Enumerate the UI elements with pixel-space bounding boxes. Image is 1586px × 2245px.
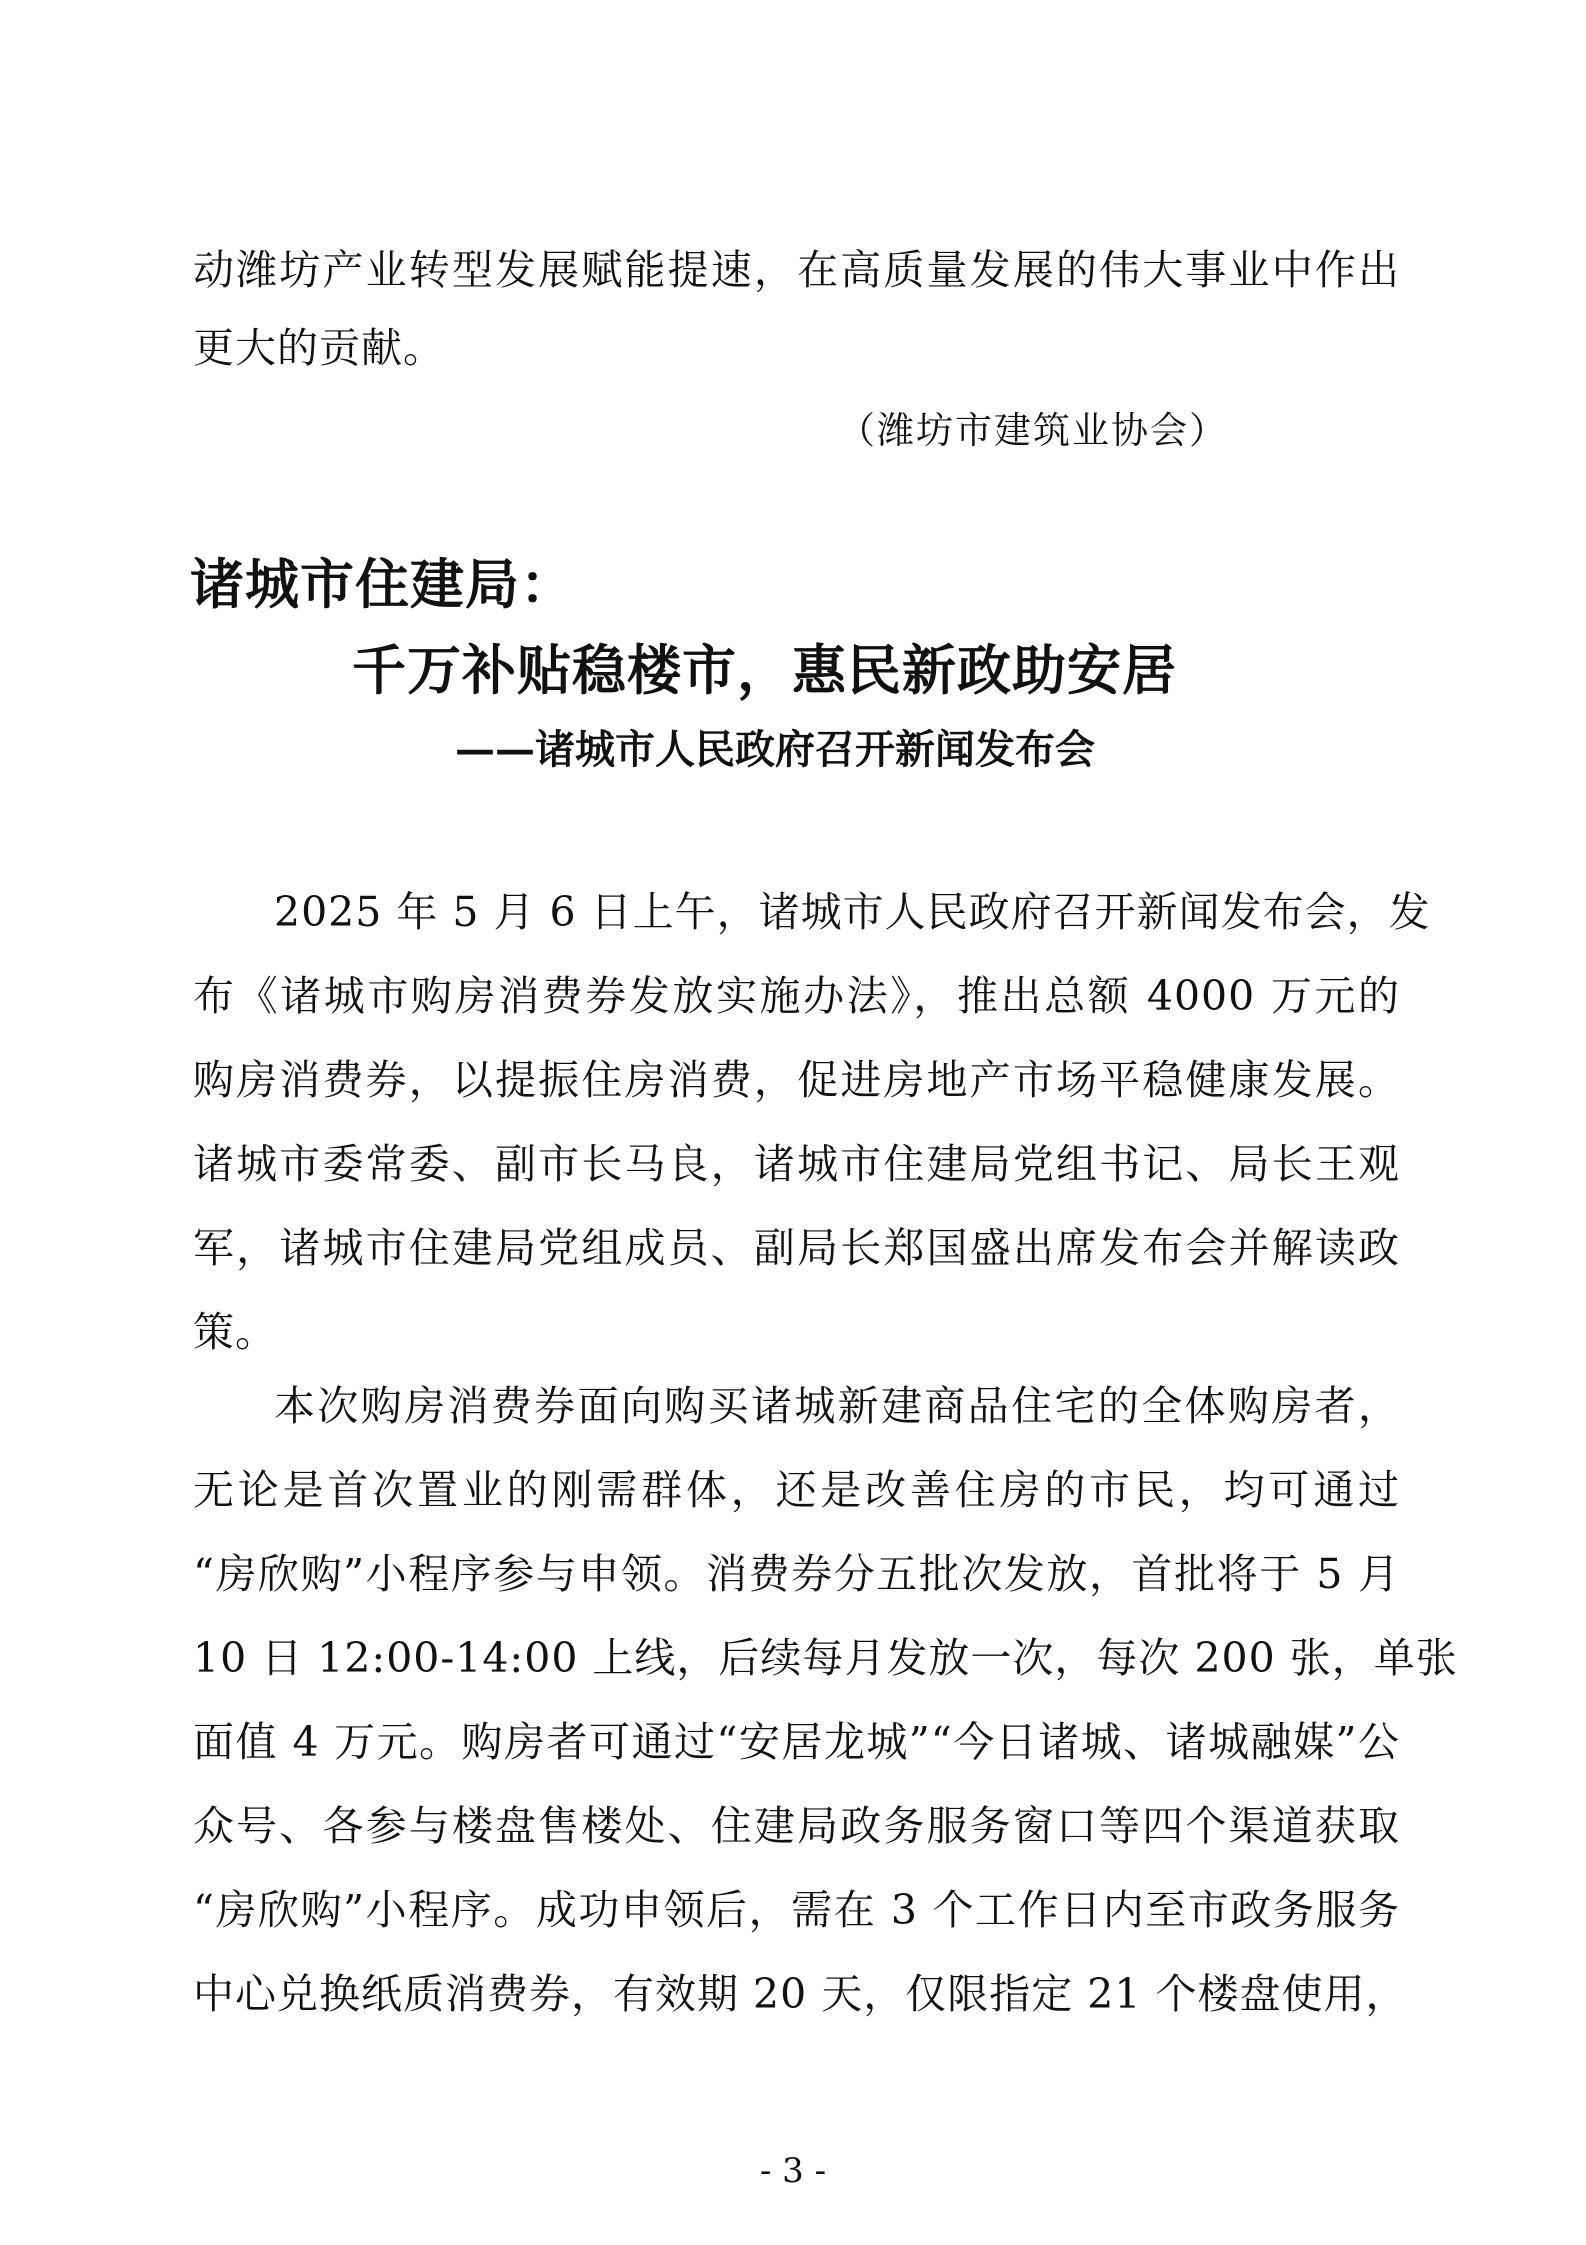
paragraph-2-line-8: 中心兑换纸质消费券，有效期 20 天，仅限指定 21 个楼盘使用，: [193, 1970, 1408, 2018]
paragraph-1-line-5: 军，诸城市住建局党组成员、副局长郑国盛出席发布会并解读政: [193, 1224, 1400, 1272]
article-subtitle: ——诸城市人民政府召开新闻发布会: [455, 726, 1095, 773]
paragraph-1-line-1: 2025 年 5 月 6 日上午，诸城市人民政府召开新闻发布会，发: [274, 888, 1431, 936]
article-title-line-1: 诸城市住建局：: [190, 552, 575, 616]
paragraph-2-line-7: “房欣购”小程序。成功申领后，需在 3 个工作日内至市政务服务: [193, 1886, 1400, 1934]
article-source: （潍坊市建筑业协会）: [838, 409, 1228, 452]
page-number: - 3 -: [759, 2151, 827, 2191]
paragraph-2-line-4: 10 日 12:00-14:00 上线，后续每月发放一次，每次 200 张，单张: [193, 1634, 1458, 1682]
paragraph-2-line-2: 无论是首次置业的刚需群体，还是改善住房的市民，均可通过: [193, 1466, 1400, 1514]
paragraph-1-line-3: 购房消费券，以提振住房消费，促进房地产市场平稳健康发展。: [193, 1056, 1400, 1104]
paragraph-2-line-1: 本次购房消费券面向购买诸城新建商品住宅的全体购房者，: [274, 1382, 1400, 1430]
paragraph-1-line-2: 布《诸城市购房消费券发放实施办法》，推出总额 4000 万元的: [193, 972, 1400, 1020]
paragraph-2-line-5: 面值 4 万元。购房者可通过“安居龙城”“今日诸城、诸城融媒”公: [193, 1718, 1400, 1766]
paragraph-1-line-6: 策。: [193, 1308, 277, 1356]
intro-line-1: 动潍坊产业转型发展赋能提速，在高质量发展的伟大事业中作出: [193, 246, 1400, 294]
paragraph-1-line-4: 诸城市委常委、副市长马良，诸城市住建局党组书记、局长王观: [193, 1140, 1400, 1188]
article-title-line-2: 千万补贴稳楼市，惠民新政助安居: [352, 638, 1177, 702]
paragraph-2-line-3: “房欣购”小程序参与申领。消费券分五批次发放，首批将于 5 月: [193, 1550, 1400, 1598]
intro-line-2: 更大的贡献。: [193, 324, 445, 372]
paragraph-2-line-6: 众号、各参与楼盘售楼处、住建局政务服务窗口等四个渠道获取: [193, 1802, 1400, 1850]
